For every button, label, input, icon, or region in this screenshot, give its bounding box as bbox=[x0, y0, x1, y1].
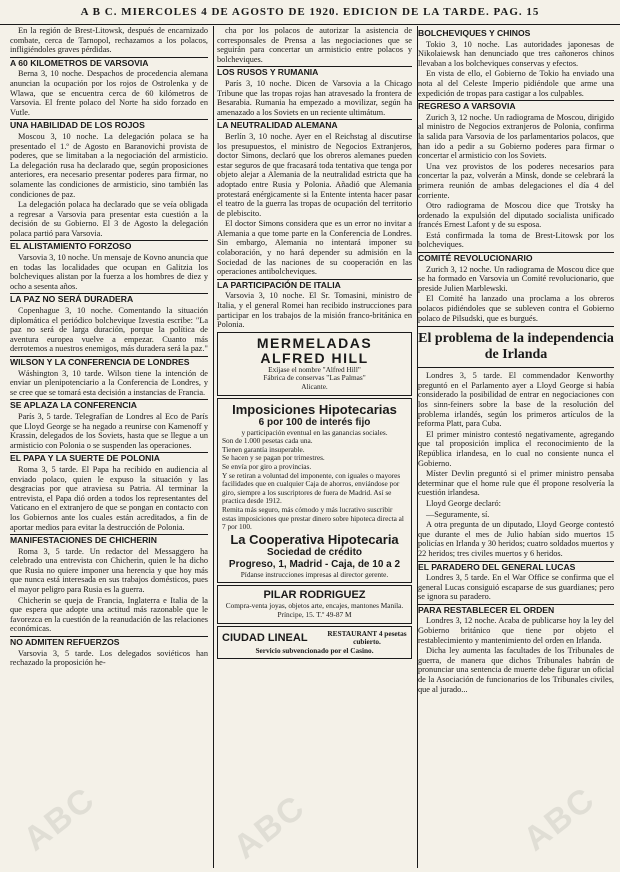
masthead: A B C. MIERCOLES 4 DE AGOSTO DE 1920. EDICION DE LA TARDE. PAG. 15 bbox=[0, 0, 620, 25]
column-left bbox=[10, 26, 214, 868]
ad-ciudad-lineal-title: CIUDAD LINEAL bbox=[222, 631, 308, 644]
ad-imposiciones bbox=[217, 398, 412, 584]
ad-alfred-hill bbox=[217, 332, 412, 396]
section-heading: EL PAPA Y LA SUERTE DE POLONIA bbox=[10, 452, 208, 464]
article-paragraph: El Comité ha lanzado una proclama a los obreros polacos pidiéndoles que se subleven contra el Gobierno polaco de Pilsudski, que es burgués. bbox=[418, 294, 614, 323]
article-paragraph: Chicherin se queja de Francia, Inglaterra e Italia de la que espera que adopte una actitud más razonable que le favorezca en la cuestión de la reanudación de las relaciones económicas. bbox=[10, 595, 208, 634]
section-heading: PARA RESTABLECER EL ORDEN bbox=[418, 604, 614, 616]
section-heading: LOS RUSOS Y RUMANIA bbox=[217, 66, 412, 78]
section-heading: LA PARTICIPACIÓN DE ITALIA bbox=[217, 279, 412, 291]
article-paragraph: Roma 3, 5 tarde. El Papa ha recibido en audiencia al enviado polaco, quien le expuso la situación y las desgracias por que atraviesa su Patria. Al terminar la entrevista, el Papa dió orden a todos los representantes del Vaticano en el extranjero de que se pongan en contacto con los Gobiernos ante los cuales están acreditados, a fin de aportar medios para evitar la destrucción de Polonia. bbox=[10, 464, 208, 532]
ad-imposiciones-line: Se hacen y se pagan por trimestres. bbox=[222, 453, 325, 463]
feature-headline: El problema de la independencia de Irlanda bbox=[418, 326, 614, 368]
section-heading: A 60 KILOMETROS DE VARSOVIA bbox=[10, 57, 208, 69]
ad-imposiciones-line: Y se retiran a voluntad del imponente, con iguales o mayores facilidades que en cualquier Caja de ahorros, enviándose por giro, siempre a los suscriptores de fuera de Madrid. Así se practica desde 1912. bbox=[222, 470, 401, 506]
article-paragraph: Míster Devlin preguntó si el primer ministro pensaba determinar que el home rule que él propone resolvería la cuestión irlandesa. bbox=[418, 469, 614, 498]
article-paragraph: Londres 3, 12 noche. Acaba de publicarse hoy la ley del Gobierno británico que tiene por objeto el restablecimiento y mantenimiento del orden en Irlanda. bbox=[418, 616, 614, 645]
article-paragraph: A otra pregunta de un diputado, Lloyd George contestó que durante el mes de Julio habían sido muertos 15 policías en Irlanda y 30 heridos; cuatro soldados muertos y 22 heridos; tres civiles muertos y 6 heridos. bbox=[418, 520, 614, 558]
article-paragraph: En la región de Brest-Litowsk, después de encarnizado combate, cerca de Tarnopol, rechazamos a los polacos, infligiéndoles graves pérdidas. bbox=[10, 26, 208, 55]
article-paragraph: Una vez provistos de los poderes necesarios para concertar la paz, volverán a Minsk, donde se celebrará la primera reunión de ambas delegaciones el día 4 del corriente. bbox=[418, 161, 614, 200]
section-heading: SE APLAZA LA CONFERENCIA bbox=[10, 399, 208, 411]
section-heading: MANIFESTACIONES DE CHICHERIN bbox=[10, 534, 208, 546]
article-paragraph: El doctor Simons considera que es un error no invitar a Alemania a que tome parte en la Conferencia de Londres. Sin embargo, Alemania no intentará imponer su colaboración, y no hará depender su admisión en la Sociedad de las naciones de su cooperación en las operaciones antibolcheviques. bbox=[217, 219, 412, 277]
article-paragraph: Lloyd George declaró: bbox=[426, 498, 501, 508]
ad-imposiciones-sub: 6 por 100 de interés fijo bbox=[258, 416, 371, 428]
watermark-logo: ABC bbox=[226, 787, 313, 867]
article-paragraph: Está confirmada la toma de Brest-Litowsk por los bolcheviques. bbox=[418, 230, 614, 250]
article-paragraph: Varsovia 3, 10 noche. El Sr. Tomasini, ministro de Italia, y el general Romei han recibido instrucciones para participar en los trabajos de la misión franco-británica en Polonia. bbox=[217, 291, 412, 330]
ad-imposiciones-sub2: y participación eventual en las ganancias sociales. bbox=[241, 427, 388, 437]
article-paragraph: París 3, 10 noche. Dicen de Varsovia a la Chicago Tribune que las tropas rojas han atravesado la frontera de Besarabia. Rumania ha empezado a movilizar, según ha amenazado a los Soviets en un reciente ultimátum. bbox=[217, 78, 412, 117]
ad-ciudad-lineal-line: Servicio subvencionado por el Casino. bbox=[255, 645, 374, 655]
article-paragraph: Otro radiograma de Moscou dice que Trotsky ha ordenado la expulsión del diputado socialista unificado francés Ernest Lafont y de su esposa. bbox=[418, 201, 614, 230]
ad-imposiciones-title: Imposiciones Hipotecarias bbox=[232, 401, 397, 417]
section-heading: REGRESO A VARSOVIA bbox=[418, 100, 614, 112]
article-paragraph: En vista de ello, el Gobierno de Tokio ha enviado una nota al del Celeste Imperio pidiéndole que arme una expedición de tropas para castigar a los culpables. bbox=[418, 69, 614, 98]
article-paragraph: Copenhague 3, 10 noche. Comentando la situación diplomática el periódico bolchevique Izvestia escribe: "La paz no será de larga duración, porque la política de aventura europea vuelve a empezar. Cuanto más derrotemos a nuestros enemigos, más duradera será la paz." bbox=[10, 306, 208, 354]
ad-cooperativa-title: La Cooperativa Hipotecaria bbox=[230, 531, 399, 547]
ad-ciudad-lineal bbox=[217, 626, 412, 660]
section-heading: COMITÉ REVOLUCIONARIO bbox=[418, 252, 614, 264]
article-paragraph: Wáshington 3, 10 tarde. Wilson tiene la intención de enviar un plenipotenciario a la Conferencia de Londres, y se cree que se tomará esta decisión a instancias de Francia. bbox=[10, 368, 208, 397]
ad-alfred-hill-line2: Fábrica de conservas "Las Palmas" bbox=[263, 373, 366, 383]
ad-pilar-rodriguez bbox=[217, 585, 412, 623]
ad-imposiciones-line: Tienen garantía insuperable. bbox=[222, 444, 305, 454]
column-middle bbox=[217, 26, 418, 868]
column-right bbox=[418, 26, 614, 868]
article-paragraph: El primer ministro contestó negativamente, agregando que tal proposición implica el reconocimiento de la República irlandesa, en lo cual no consiente nunca el Gobierno. bbox=[418, 429, 614, 468]
article-paragraph: París 3, 5 tarde. Telegrafían de Londres al Eco de París que Lloyd George se ha negado a reunirse con Kamenoff y Krassin, delegados de los Soviets, hasta que se llegue a un armisticio con Polonia o se suspenden las operaciones. bbox=[10, 411, 208, 450]
section-heading: EL PARADERO DEL GENERAL LUCAS bbox=[418, 561, 614, 573]
watermark-logo: ABC bbox=[516, 779, 603, 859]
watermark-logo: ABC bbox=[16, 779, 103, 859]
article-paragraph: Varsovia 3, 5 tarde. Los delegados soviéticos han rechazado la proposición he- bbox=[10, 648, 208, 668]
article-paragraph: cha por los polacos de autorizar la asistencia de corresponsales de Prensa a las negociaciones que se seguirán para concertar un armisticio entre polacos y bolcheviques. bbox=[217, 26, 412, 64]
ad-cooperativa-sub: Sociedad de crédito bbox=[266, 546, 363, 558]
article-paragraph: Berna 3, 10 noche. Despachos de procedencia alemana anuncian la ocupación por los rojos de Ostrolenka y de Wlawa, que se encuentra cerca de 60 kilómetros de Varsovia. El frente polaco del Norte ha sido forzado en Vutle. bbox=[10, 69, 208, 117]
ad-imposiciones-line: Remita más seguro, más cómodo y más lucrativo suscribir estas imposiciones que prestar dinero sobre hipoteca directa al 7 por 100. bbox=[222, 504, 404, 532]
article-paragraph: Roma 3, 5 tarde. Un redactor del Messaggero ha celebrado una entrevista con Chicherin, quien le ha dicho que Rusia no quiere imponer una herencia y que hoy más que nunca está interesada en sus trabajos domésticos, pues el mayor peligro para Rusia es la guerra. bbox=[10, 546, 208, 595]
ad-ciudad-lineal-restaurant: RESTAURANT 4 pesetas cubierto. bbox=[327, 628, 407, 647]
ad-pilar-line: Compra-venta joyas, objetos arte, encajes, mantones Manila. Príncipe, 15. T.º 49-87 M bbox=[225, 601, 404, 619]
article-paragraph: Varsovia 3, 10 noche. Un mensaje de Kovno anuncia que en todas las localidades que ocupan en Galitzia los bolcheviques alistan por la fuerza a los hombres de diez y ocho a sesenta años. bbox=[10, 253, 208, 291]
ad-cooperativa-note: Pídanse instrucciones impresas al director gerente. bbox=[240, 569, 389, 579]
section-heading: UNA HABILIDAD DE LOS ROJOS bbox=[10, 119, 208, 131]
article-paragraph: Londres 3, 5 tarde. El commendador Kenworthy preguntó en el Parlamento ayer a Lloyd George si había considerado la posibilidad de entrar en negociaciones con los sinn-feiners sobre la base de la resolución del problema irlandés, según los primeros artículos de la reforma Platt, para Cuba. bbox=[418, 371, 614, 429]
section-heading: NO ADMITEN REFUERZOS bbox=[10, 636, 208, 648]
article-paragraph: Berlín 3, 10 noche. Ayer en el Reichstag al discutirse los presupuestos, el ministro de Negocios Extranjeros, doctor Simons, declaró que los obreros alemanes pueden estar seguros de que fracasará toda tentativa que tenga por objeto alejar a Alemania de la neutralidad estricta que ha adoptado entre Rusia y Polonia. Añadió que Alemania protestará enérgicamente si la Entente intenta hacer pasar el teatro de la guerra las tropas de ocupación del territorio de plebiscito. bbox=[217, 131, 412, 218]
column-middle-articles bbox=[217, 26, 412, 330]
section-heading: LA PAZ NO SERÁ DURADERA bbox=[10, 293, 208, 305]
ad-cooperativa-address: Progreso, 1, Madrid - Caja, de 10 a 2 bbox=[228, 558, 401, 570]
article-paragraph: Londres 3, 5 tarde. En el War Office se confirma que el general Lucas consiguió escaparse de sus guardianes; pero se ignora su paradero. bbox=[418, 573, 614, 602]
section-heading: LA NEUTRALIDAD ALEMANA bbox=[217, 119, 412, 131]
article-paragraph: La delegación polaca ha declarado que se veía obligada a regresar a Varsovia para presentar esta cuestión a la decisión de su Gobierno. El 3 de Agosto la delegación polaca partió para Varsovia. bbox=[10, 200, 208, 238]
article-paragraph: Zurich 3, 12 noche. Un radiograma de Moscou dice que se ha formado en Varsovia un Comité revolucionario, que preside Julien Marblewski. bbox=[418, 264, 614, 293]
article-paragraph: Zurich 3, 12 noche. Un radiograma de Moscou, dirigido al ministro de Negocios extranjeros de Polonia, confirma la salida para Varsovia de los parlamentarios polacos, que han ido a pedir a su Gobierno poderes para firmar o concertar el armisticio con los Soviets. bbox=[418, 112, 614, 161]
ad-alfred-hill-line1: Exíjase el nombre "Alfred Hill" bbox=[268, 364, 361, 374]
article-paragraph: —Seguramente, sí. bbox=[426, 509, 490, 519]
ad-pilar-title: PILAR RODRIGUEZ bbox=[263, 589, 366, 602]
section-heading: WILSON Y LA CONFERENCIA DE LONDRES bbox=[10, 356, 208, 368]
ad-imposiciones-line: Son de 1.000 pesetas cada una. bbox=[222, 436, 313, 446]
section-heading: EL ALISTAMIENTO FORZOSO bbox=[10, 240, 208, 252]
ad-imposiciones-line: Se envía por giro a provincias. bbox=[222, 461, 312, 471]
section-heading: BOLCHEVIQUES Y CHINOS bbox=[418, 28, 531, 38]
ad-alfred-hill-title: MERMELADAS ALFRED HILL bbox=[256, 334, 373, 366]
ad-alfred-hill-line3: Alicante. bbox=[301, 382, 328, 391]
article-paragraph: Tokio 3, 10 noche. Las autoridades japonesas de Nikolaiewsk han denunciado que tres cañoneros chinos llevaban a los bolcheviques conservas y efectos. bbox=[418, 39, 614, 68]
article-paragraph: Moscou 3, 10 noche. La delegación polaca se ha presentado el 1.º de Agosto en Baranovichi provista de poderes, que se limitaban a la negociación del armisticio. La delegación rusa ha declarado que, según proposiciones anteriores, era necesario presentar poderes para firmar, no solamente las condiciones de armisticio, sino también las condiciones de paz. bbox=[10, 131, 208, 199]
article-paragraph: Dicha ley aumenta las facultades de los Tribunales de guerra, de manera que dichos Tribunales habrán de pronunciar una sentencia de muerte debe figurar un oficial de la Asociación de funcionarios de los Tribunales civiles, que al jurado... bbox=[418, 646, 614, 694]
